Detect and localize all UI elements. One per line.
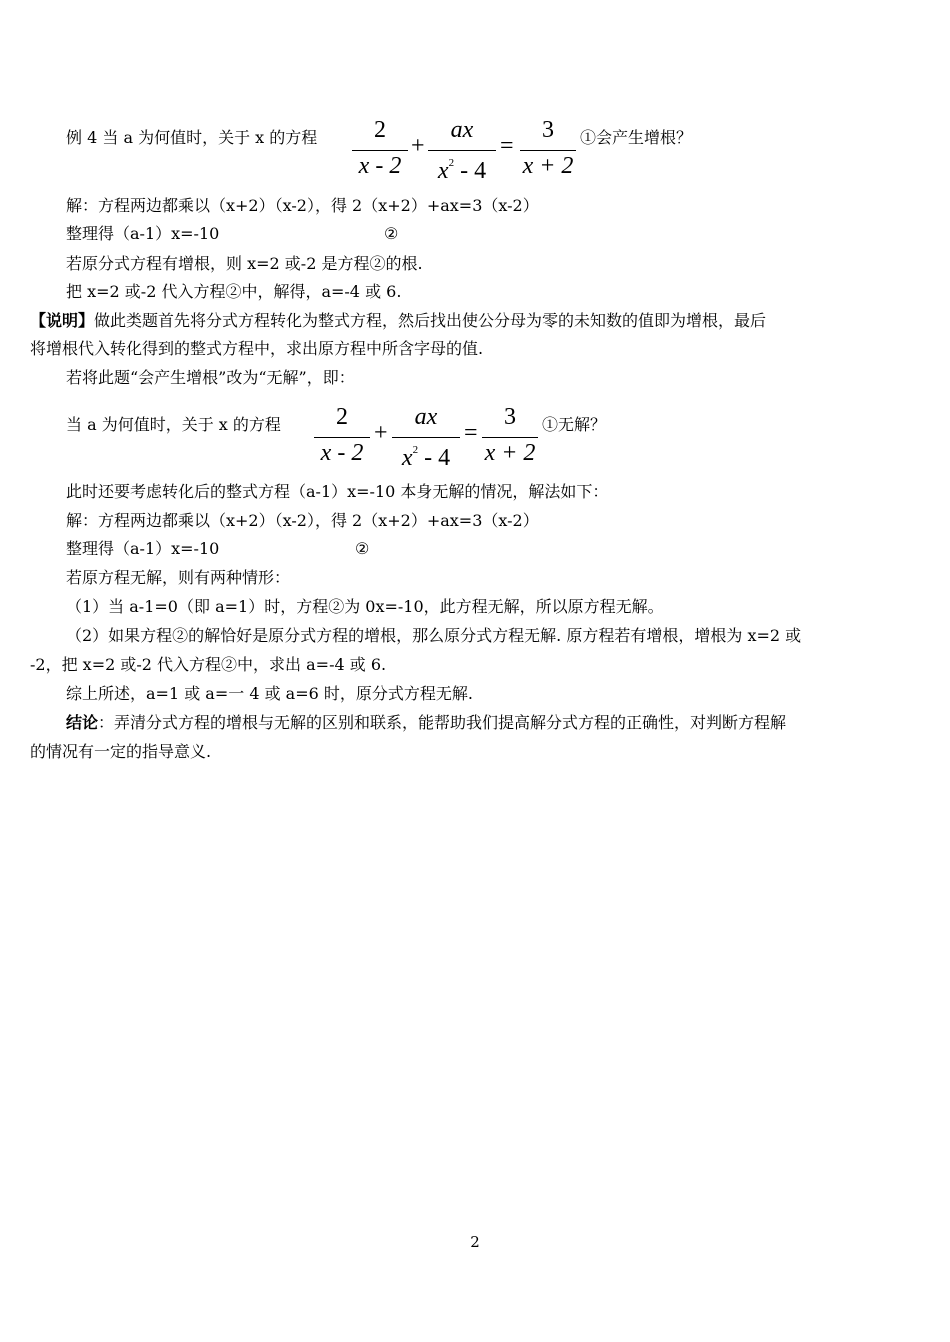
- example-suffix: ①会产生增根？: [580, 128, 693, 147]
- note-paragraph: 【说明】做此类题首先将分式方程转化为整式方程，然后找出使公分母为零的未知数的值即为增根，最后: [30, 311, 767, 330]
- example2-prefix: 当 a 为何值时，关于 x 的方程: [66, 415, 281, 434]
- analysis-line-1: 此时还要考虑转化后的整式方程（a-1）x=-10 本身无解的情况，解法如下：: [66, 482, 609, 501]
- analysis-line-6: （2）如果方程②的解恰好是原分式方程的增根，那么原分式方程无解. 原方程若有增根，增根为 x=2 或: [66, 626, 802, 645]
- page-number: 2: [470, 1233, 480, 1251]
- analysis-line-7: -2，把 x=2 或-2 代入方程②中，求出 a=-4 或 6.: [30, 655, 387, 674]
- document-page: 例 4 当 a 为何值时，关于 x 的方程 2 x - 2 + ax $x^2 - 4$ = 3 x + 2 ①会产生增根？ 解：方程两边都乘以（x+2）（x-2），得 2（x+2）+ax=3（x-2） 整理得（a-1）x=-10 ② 若原分式方程有增根，则 x=2 或-2 是方程②的根. 把 x=2 或-2 代入方程②中，解得，a=-4 或 6. 【说明】做此类题首先将分式方程转化为整式方程，然后找出使公分母为零的未知数的值即为增根，最后 将增根代入转化得到的整式方程中，求出原方程中所含字母的值. 若将此题“会产生增根”改为“无解”，即： 当 a 为何值时，关于 x 的方程 2 x - 2 + ax $x^2 - 4$ = 3 x + 2 ①无解？ 此时还要考虑转化后的整式方程（a-1）x=-10 本身无解的情况，解法如下： 解：方程两边都乘以（x+2）（x-2），得 2（x+2）+ax=3（x-2） 整理得（a-1）x=-10 ② 若原方程无解，则有两种情形： （1）当 a-1=0（即 a=1）时，方程②为 0x=-10，此方程无解，所以原方程无解。 （2）如果方程②的解恰好是原分式方程的增根，那么原分式方程无解. 原方程若有增根，增根为 x=2 或 -2，把 x=2 或-2 代入方程②中，求出 a=-4 或 6. 综上所述，a=1 或 a=一 4 或 a=6 时，原分式方程无解. 结论：弄清分式方程的增根与无解的区别和联系，能帮助我们提高解分式方程的正确性，对判断方程解 的情况有一定的指导意义. 2: [0, 0, 950, 1342]
- example-prefix: 例 4 当 a 为何值时，关于 x 的方程: [66, 128, 318, 147]
- solution-line-2: 整理得（a-1）x=-10: [66, 224, 220, 243]
- analysis-line-2: 解：方程两边都乘以（x+2）（x-2），得 2（x+2）+ax=3（x-2）: [66, 511, 539, 530]
- equation-mark-2b: ②: [355, 539, 370, 558]
- equation-mark-2: ②: [384, 224, 399, 243]
- change-line: 若将此题“会产生增根”改为“无解”，即：: [66, 368, 355, 387]
- solution-line-4: 把 x=2 或-2 代入方程②中，解得，a=-4 或 6.: [66, 282, 402, 301]
- analysis-line-5: （1）当 a-1=0（即 a=1）时，方程②为 0x=-10，此方程无解，所以原方程无解。: [66, 597, 664, 616]
- note-paragraph-2: 将增根代入转化得到的整式方程中，求出原方程中所含字母的值.: [30, 339, 484, 358]
- analysis-line-4: 若原方程无解，则有两种情形：: [66, 568, 291, 587]
- solution-line-3: 若原分式方程有增根，则 x=2 或-2 是方程②的根.: [66, 254, 423, 273]
- conclusion-paragraph-2: 的情况有一定的指导意义.: [30, 742, 212, 761]
- analysis-line-3: 整理得（a-1）x=-10: [66, 539, 220, 558]
- example2-suffix: ①无解？: [542, 415, 607, 434]
- summary-line: 综上所述，a=1 或 a=一 4 或 a=6 时，原分式方程无解.: [66, 684, 473, 703]
- solution-line-1: 解：方程两边都乘以（x+2）（x-2），得 2（x+2）+ax=3（x-2）: [66, 196, 539, 215]
- conclusion-paragraph: 结论：弄清分式方程的增根与无解的区别和联系，能帮助我们提高解分式方程的正确性，对判断方程解: [66, 713, 787, 732]
